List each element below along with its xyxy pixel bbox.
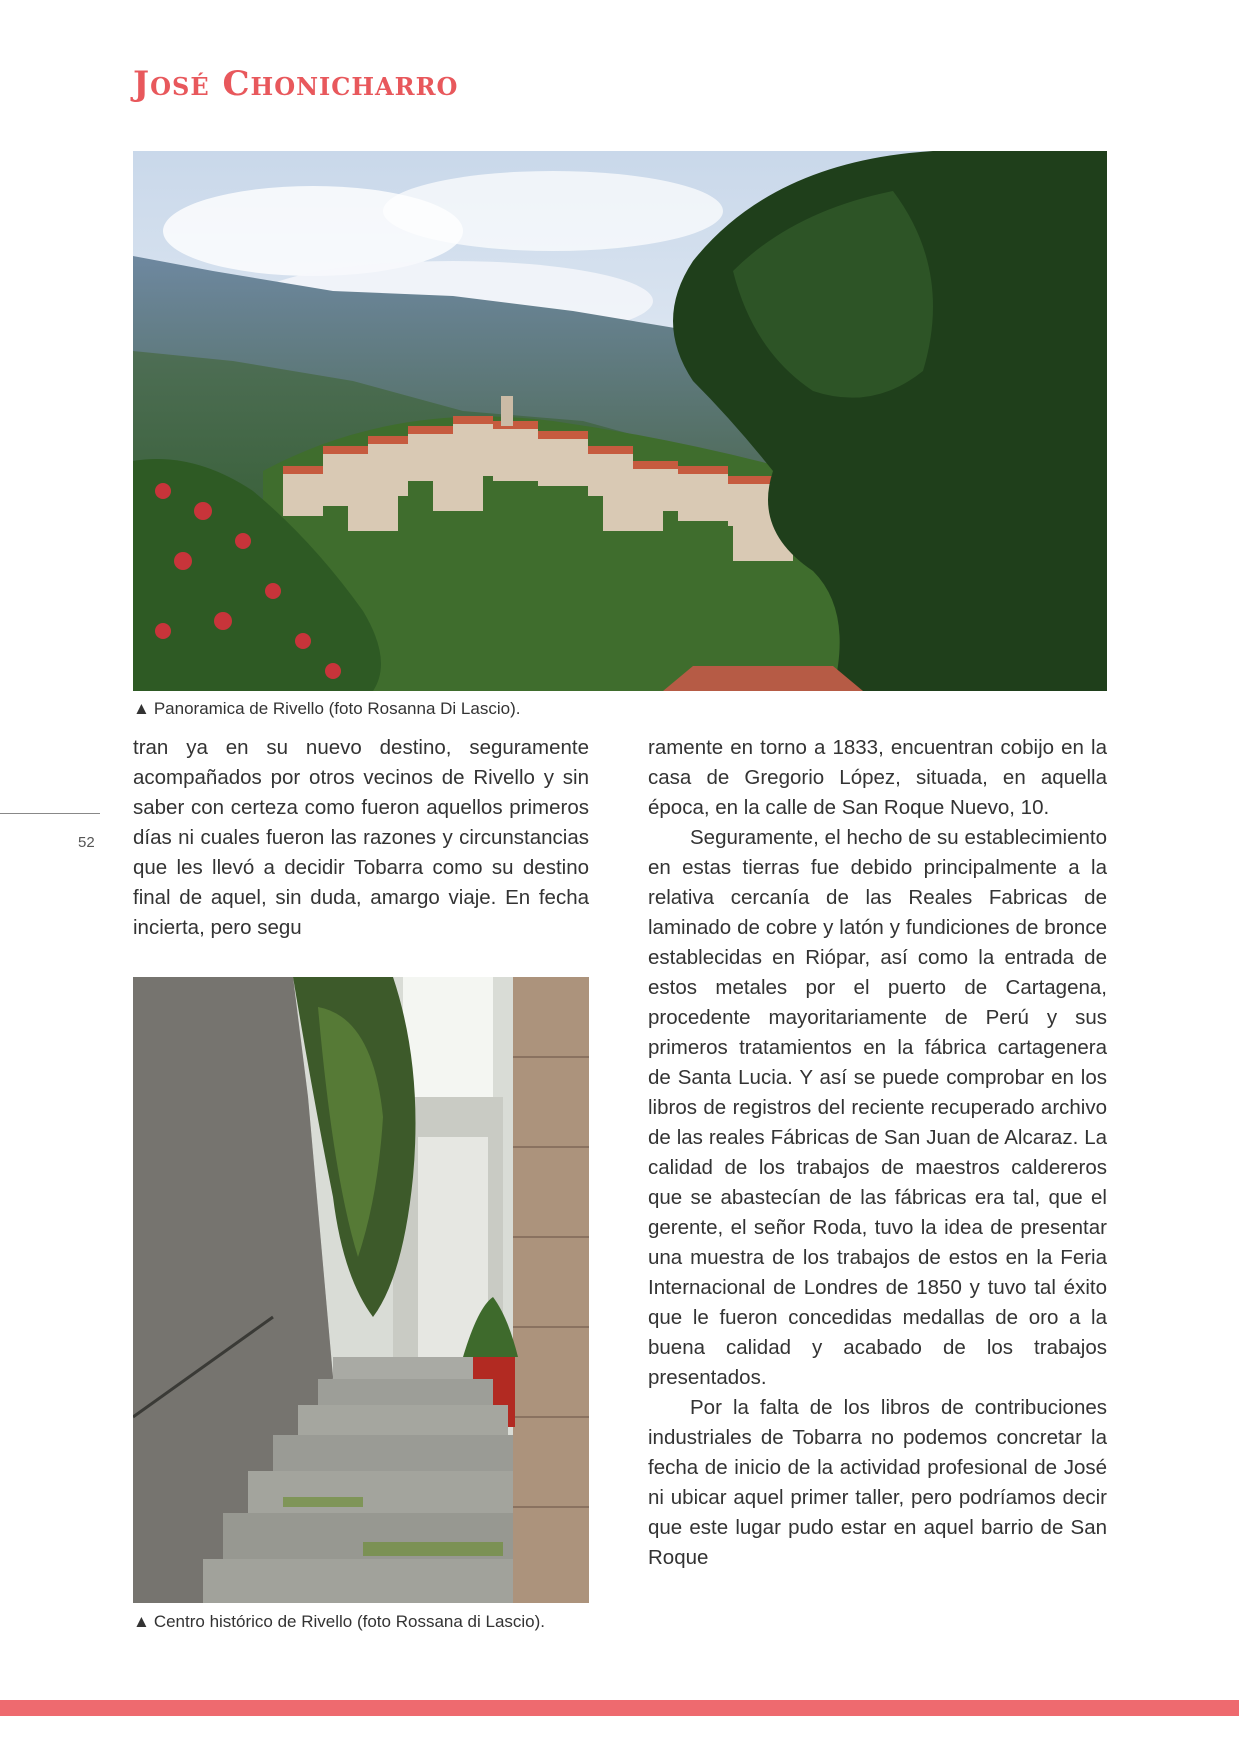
historic-center-photo — [133, 977, 589, 1603]
left-text-column — [133, 733, 589, 943]
panorama-caption — [133, 699, 520, 719]
historic-center-caption — [133, 1612, 545, 1632]
right-paragraph-1: ramente en torno a 1833, encuentran cobijo en la casa de Gregorio López, situada, en aquella época, en la calle de San Roque Nuevo, 10. — [648, 736, 1107, 819]
right-paragraph-2: Seguramente, el hecho de su establecimiento en estas tierras fue debido principalmente a la relativa cercanía de las Reales Fabricas de laminado de cobre y latón y fundiciones de bronce establecidas en Riópar, así como la entrada de estos metales por el puerto de Cartagena, procedente mayoritariamente de Perú y sus primeros tratamientos en la fábrica cartagenera de Santa Lucia. Y así se puede comprobar en los libros de registros del reciente recuperado archivo de las reales Fábricas de San Juan de Alcaraz. La calidad de los trabajos de maestros caldereros que se abastecían de las fábricas era tal, que el gerente, el señor Roda, tuvo la idea de presentar una muestra de los trabajos de estos en la Feria Internacional de Londres de 1850 y tuvo tal éxito que le fueron concedidas medallas de oro a la buena calidad y acabado de los trabajos presentados. — [648, 826, 1107, 1389]
historic-center-caption-text: Centro histórico de Rivello (foto Rossana di Lascio). — [153, 1612, 546, 1631]
page-number-rule — [0, 813, 100, 814]
panorama-caption-text: Panoramica de Rivello (foto Rosanna Di Lascio). — [153, 699, 521, 718]
footer-band — [0, 1700, 1239, 1716]
triangle-marker-icon: ▲ — [133, 1612, 150, 1631]
left-paragraph-1: tran ya en su nuevo destino, seguramente acompañados por otros vecinos de Rivello y sin saber con certeza como fueron aquellos primeros días ni cuales fueron las razones y circunstancias que les llevó a decidir Tobarra como su destino final de aquel, sin duda, amargo viaje. En fecha incierta, pero segu — [133, 736, 589, 939]
panorama-photo — [133, 151, 1107, 691]
page-header-title: José Chonicharro — [133, 64, 459, 104]
right-paragraph-3: Por la falta de los libros de contribuciones industriales de Tobarra no podemos concretar la fecha de inicio de la actividad profesional de José ni ubicar aquel primer taller, pero podríamos decir que este lugar pudo estar en aquel barrio de San Roque — [648, 1396, 1107, 1569]
triangle-marker-icon: ▲ — [133, 699, 150, 718]
page-number: 52 — [78, 834, 95, 851]
right-text-column — [648, 733, 1107, 1573]
